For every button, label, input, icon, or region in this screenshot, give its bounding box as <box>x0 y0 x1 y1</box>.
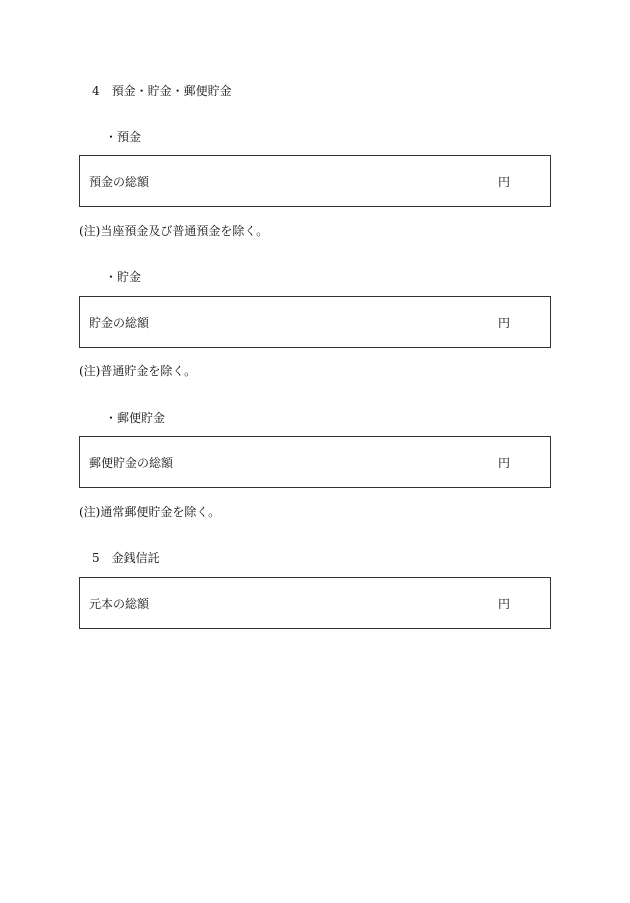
trust-principal-unit: 円 <box>498 597 511 611</box>
savings-amount-unit: 円 <box>498 316 511 330</box>
savings-amount-field[interactable] <box>79 296 551 348</box>
deposit-amount-unit: 円 <box>498 175 511 189</box>
deposit-amount-field[interactable] <box>79 155 551 207</box>
postal-savings-amount-label: 郵便貯金の総額 <box>89 456 174 470</box>
trust-principal-field[interactable] <box>79 577 551 629</box>
savings-note: (注)普通貯金を除く。 <box>79 364 197 378</box>
postal-savings-heading: ・郵便貯金 <box>105 411 166 425</box>
section-5-title: 5 金銭信託 <box>92 551 160 565</box>
section-4-title: 4 預金・貯金・郵便貯金 <box>92 84 232 98</box>
trust-principal-label: 元本の総額 <box>89 597 150 611</box>
postal-savings-amount-unit: 円 <box>498 456 511 470</box>
deposit-heading: ・預金 <box>105 130 142 144</box>
deposit-note: (注)当座預金及び普通預金を除く。 <box>79 224 269 238</box>
savings-amount-label: 貯金の総額 <box>89 316 150 330</box>
savings-heading: ・貯金 <box>105 270 142 284</box>
deposit-amount-label: 預金の総額 <box>89 175 150 189</box>
postal-savings-note: (注)通常郵便貯金を除く。 <box>79 505 221 519</box>
postal-savings-amount-field[interactable] <box>79 436 551 488</box>
